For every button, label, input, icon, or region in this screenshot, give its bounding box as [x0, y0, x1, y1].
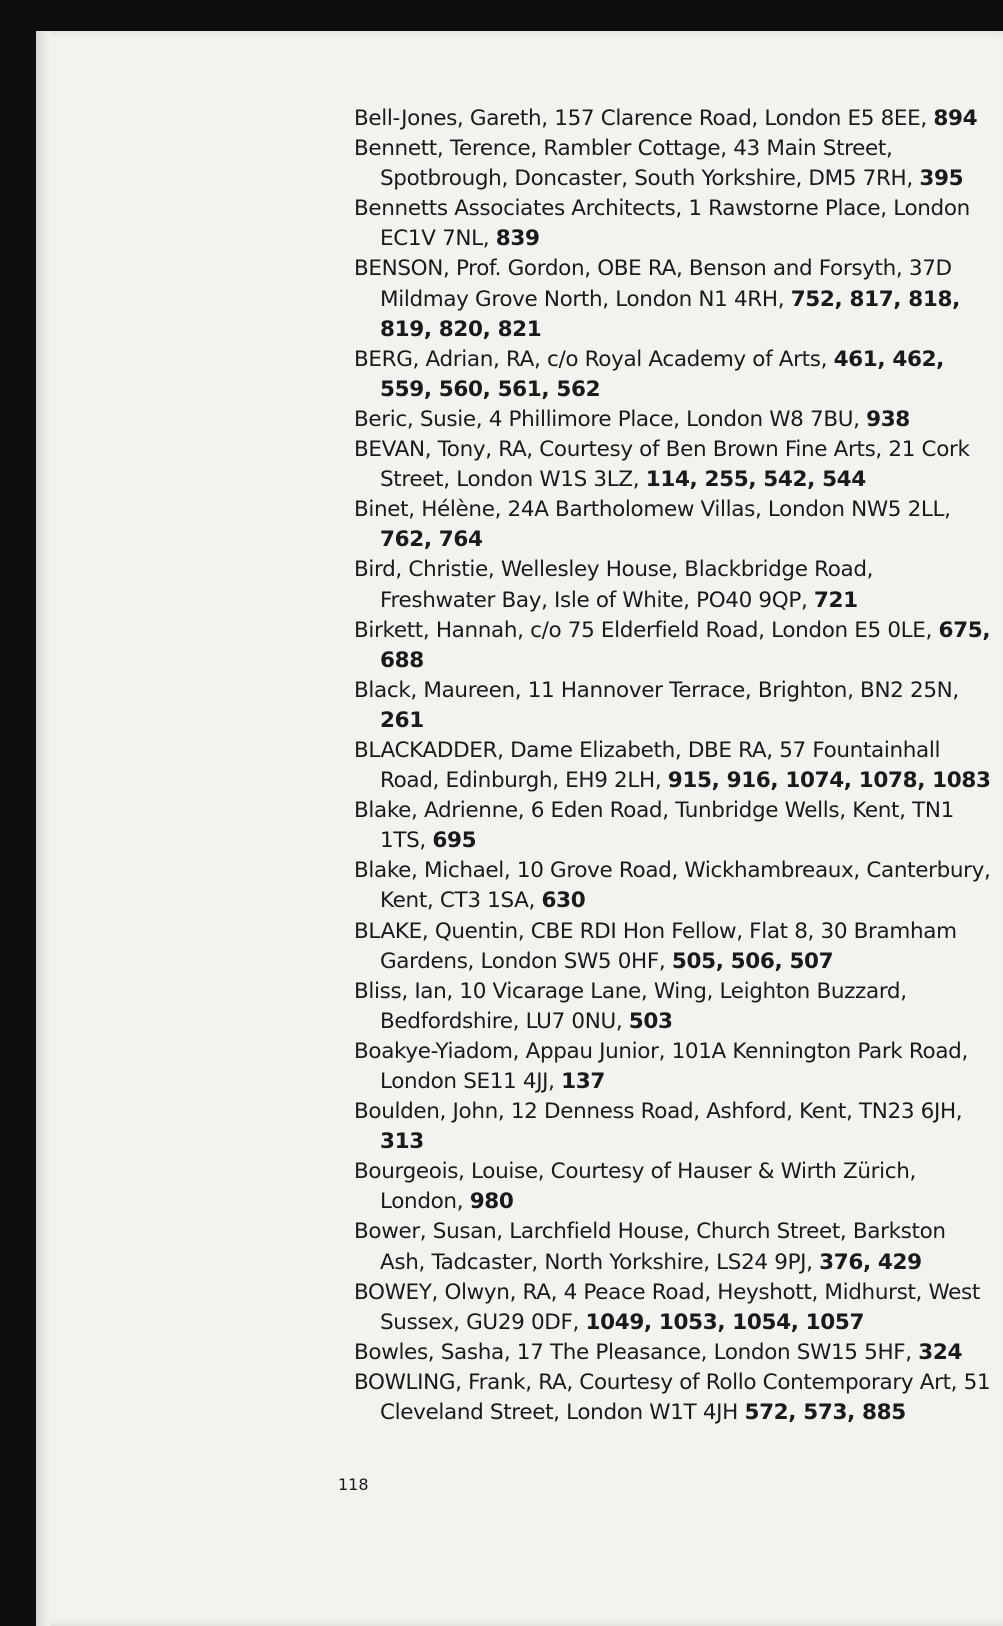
- index-entry: [354, 1217, 994, 1277]
- index-entry: [354, 555, 994, 615]
- entry-text: BLACKADDER, Dame Elizabeth, DBE RA, 57 Fountainhall Road, Edinburgh, EH9 2LH,: [354, 737, 941, 794]
- entry-text: BERG, Adrian, RA, c/o Royal Academy of Arts,: [354, 346, 828, 372]
- entry-page-refs: 461, 462, 559, 560, 561, 562: [380, 346, 944, 402]
- index-entry: [354, 405, 994, 435]
- index-entry: [354, 736, 994, 796]
- entry-text: Boulden, John, 12 Denness Road, Ashford, Kent, TN23 6JH,: [354, 1099, 963, 1125]
- entry-page-refs: 1049, 1053, 1054, 1057: [585, 1309, 865, 1335]
- entry-text: Beric, Susie, 4 Phillimore Place, London W8 7BU,: [354, 406, 860, 432]
- index-entry: [354, 1278, 994, 1338]
- index-entry: [354, 495, 994, 555]
- entry-page-refs: 313: [380, 1129, 424, 1155]
- entry-page-refs: 938: [866, 406, 910, 432]
- entry-page-refs: 261: [380, 707, 424, 733]
- entry-page-refs: 572, 573, 885: [744, 1400, 906, 1426]
- entry-page-refs: 505, 506, 507: [671, 948, 834, 974]
- index-entry: [354, 254, 994, 344]
- index-entry: [354, 134, 994, 194]
- index-entry: [354, 1157, 994, 1217]
- index-entry: [354, 1338, 994, 1368]
- index-entry-list: [354, 104, 994, 1428]
- index-entry: [354, 796, 994, 856]
- entry-page-refs: 721: [813, 587, 858, 613]
- entry-page-refs: 894: [933, 106, 978, 131]
- entry-text: Bourgeois, Louise, Courtesy of Hauser & Wirth Zürich, London,: [354, 1159, 916, 1215]
- entry-text: BOWEY, Olwyn, RA, 4 Peace Road, Heyshott, Midhurst, West Sussex, GU29 0DF,: [354, 1279, 980, 1335]
- entry-page-refs: 695: [432, 828, 477, 854]
- entry-text: Bennetts Associates Architects, 1 Rawstorne Place, London EC1V 7NL,: [354, 196, 970, 252]
- index-entry: [354, 104, 994, 134]
- index-entry: [354, 977, 994, 1037]
- entry-text: BLAKE, Quentin, CBE RDI Hon Fellow, Flat 8, 30 Bramham Gardens, London SW5 0HF,: [354, 918, 957, 974]
- entry-page-refs: 114, 255, 542, 544: [645, 467, 866, 493]
- page-spine-shadow: [36, 31, 50, 1626]
- index-entry: [354, 856, 994, 916]
- index-entry: [354, 194, 994, 254]
- entry-text: Blake, Adrienne, 6 Eden Road, Tunbridge Wells, Kent, TN1 1TS,: [354, 798, 954, 854]
- entry-page-refs: 395: [919, 166, 964, 192]
- entry-text: Black, Maureen, 11 Hannover Terrace, Brighton, BN2 25N,: [354, 677, 959, 703]
- entry-page-refs: 675, 688: [380, 617, 991, 673]
- index-entry: [354, 1037, 994, 1097]
- index-entry: [354, 345, 994, 405]
- index-entry: [354, 676, 994, 736]
- index-entry: [354, 616, 994, 676]
- index-entry: [354, 435, 994, 495]
- entry-page-refs: 503: [628, 1008, 673, 1034]
- entry-text: Bennett, Terence, Rambler Cottage, 43 Main Street, Spotbrough, Doncaster, South Yorkshire, DM5 7RH,: [354, 136, 913, 192]
- entry-page-refs: 762, 764: [380, 527, 483, 553]
- entry-page-refs: 137: [561, 1069, 605, 1094]
- entry-page-refs: 324: [918, 1339, 963, 1365]
- index-entry: [354, 1368, 994, 1428]
- index-entry: [354, 1097, 994, 1157]
- entry-page-refs: 630: [541, 888, 586, 914]
- entry-text: Binet, Hélène, 24A Bartholomew Villas, London NW5 2LL,: [354, 497, 951, 523]
- entry-text: Bliss, Ian, 10 Vicarage Lane, Wing, Leighton Buzzard, Bedfordshire, LU7 0NU,: [354, 978, 907, 1034]
- entry-text: Blake, Michael, 10 Grove Road, Wickhambreaux, Canterbury, Kent, CT3 1SA,: [354, 858, 991, 914]
- page-number: 118: [338, 1475, 369, 1494]
- entry-text: Bowles, Sasha, 17 The Pleasance, London SW15 5HF,: [354, 1339, 912, 1365]
- entry-page-refs: 376, 429: [819, 1249, 922, 1275]
- entry-page-refs: 915, 916, 1074, 1078, 1083: [667, 768, 991, 794]
- entry-page-refs: 980: [469, 1189, 514, 1215]
- entry-text: Bird, Christie, Wellesley House, Blackbridge Road, Freshwater Bay, Isle of White, PO40 9QP,: [354, 557, 874, 613]
- index-entry: [354, 917, 994, 977]
- entry-text: Boakye-Yiadom, Appau Junior, 101A Kennington Park Road, London SE11 4JJ,: [354, 1038, 968, 1094]
- entry-text: BOWLING, Frank, RA, Courtesy of Rollo Contemporary Art, 51 Cleveland Street, London W1T 4JH: [354, 1369, 991, 1426]
- entry-text: Bell-Jones, Gareth, 157 Clarence Road, London E5 8EE,: [354, 106, 927, 131]
- entry-text: Birkett, Hannah, c/o 75 Elderfield Road, London E5 0LE,: [354, 617, 932, 643]
- book-page: [36, 31, 1003, 1626]
- entry-text: BENSON, Prof. Gordon, OBE RA, Benson and Forsyth, 37D Mildmay Grove North, London N1 4RH,: [354, 256, 952, 312]
- entry-page-refs: 839: [495, 226, 540, 252]
- entry-text: BEVAN, Tony, RA, Courtesy of Ben Brown Fine Arts, 21 Cork Street, London W1S 3LZ,: [354, 437, 970, 493]
- entry-page-refs: 752, 817, 818, 819, 820, 821: [380, 286, 960, 342]
- entry-text: Bower, Susan, Larchfield House, Church Street, Barkston Ash, Tadcaster, North Yorkshire, LS24 9PJ,: [354, 1219, 946, 1275]
